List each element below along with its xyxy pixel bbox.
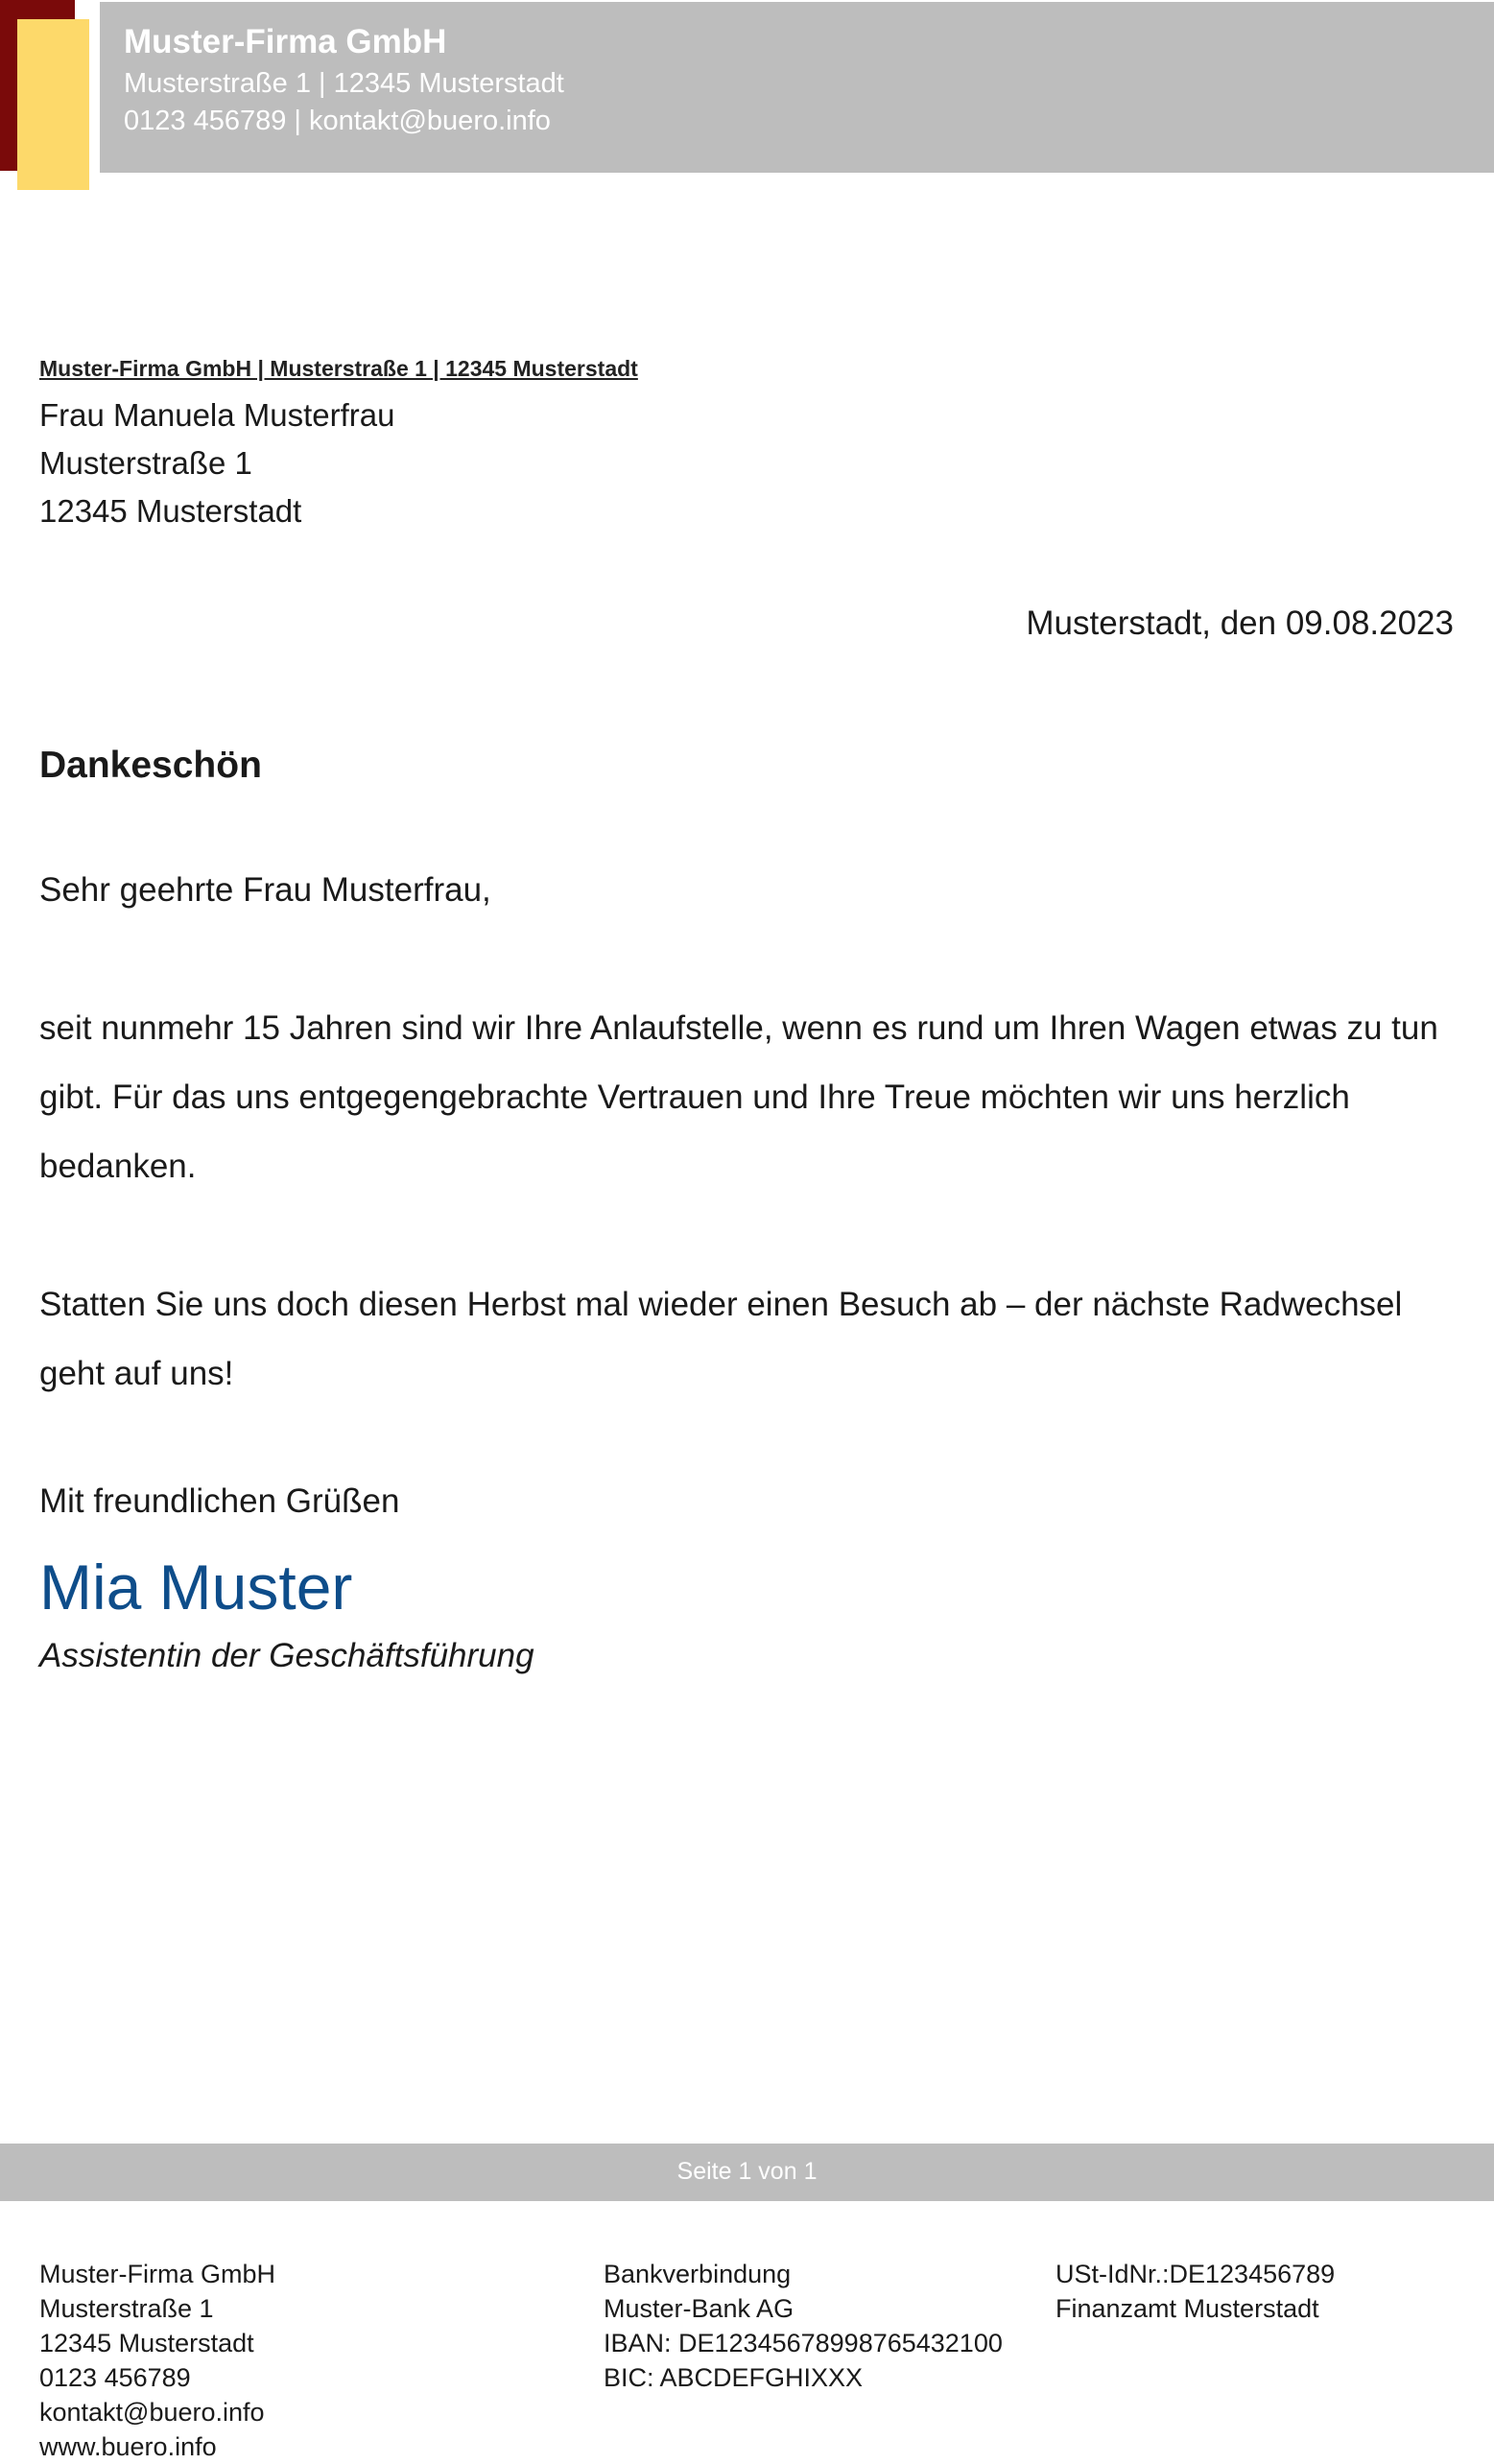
letter-subject: Dankeschön xyxy=(39,745,262,786)
closing-phrase: Mit freundlichen Grüßen xyxy=(39,1482,400,1520)
footer-line: kontakt@buero.info xyxy=(39,2398,265,2427)
footer-line: Musterstraße 1 xyxy=(39,2294,214,2323)
footer-line: IBAN: DE12345678998765432100 xyxy=(604,2329,1003,2357)
body-paragraph: Statten Sie uns doch diesen Herbst mal wieder einen Besuch ab – der nächste Radwechsel geht auf uns! xyxy=(39,1286,1403,1392)
footer-line: Muster-Firma GmbH xyxy=(39,2260,276,2288)
recipient-name: Frau Manuela Musterfrau xyxy=(39,397,395,433)
page-number: Seite 1 von 1 xyxy=(676,2158,818,2185)
recipient-city: 12345 Musterstadt xyxy=(39,493,302,529)
logo-mark-light xyxy=(17,19,89,190)
recipient-address xyxy=(39,391,395,535)
footer-line: USt-IdNr.:DE123456789 xyxy=(1055,2260,1336,2288)
signature-name: Mia Muster xyxy=(39,1552,353,1623)
footer-line: 12345 Musterstadt xyxy=(39,2329,254,2357)
footer-line: Bankverbindung xyxy=(604,2260,792,2288)
footer-company-info xyxy=(39,2257,275,2464)
recipient-street: Musterstraße 1 xyxy=(39,445,252,481)
footer-tax-info xyxy=(1055,2257,1335,2326)
signature-role: Assistentin der Geschäftsführung xyxy=(39,1637,534,1674)
sender-return-line: Muster-Firma GmbH | Musterstraße 1 | 12345 Musterstadt xyxy=(39,356,638,381)
letterhead-text xyxy=(124,25,564,145)
letterhead-address: Musterstraße 1 | 12345 Musterstadt xyxy=(124,68,564,99)
letterhead-contact: 0123 456789 | kontakt@buero.info xyxy=(124,106,551,136)
footer-line: BIC: ABCDEFGHIXXX xyxy=(604,2363,864,2392)
footer-line: Finanzamt Musterstadt xyxy=(1055,2294,1319,2323)
footer-line: www.buero.info xyxy=(39,2432,217,2461)
letter-date: Musterstadt, den 09.08.2023 xyxy=(1026,604,1454,642)
footer-bank-info xyxy=(604,2257,1003,2395)
footer-line: 0123 456789 xyxy=(39,2363,191,2392)
letterhead-company: Muster-Firma GmbH xyxy=(124,23,447,60)
body-paragraph: seit nunmehr 15 Jahren sind wir Ihre Anlaufstelle, wenn es rund um Ihren Wagen etwas zu tun gibt. Für das uns entgegengebrachte Vertrauen und Ihre Treue möchten wir uns herzlich bedanken. xyxy=(39,1009,1438,1185)
letter-body xyxy=(39,856,1459,1478)
footer-line: Muster-Bank AG xyxy=(604,2294,794,2323)
salutation: Sehr geehrte Frau Musterfrau, xyxy=(39,871,491,909)
